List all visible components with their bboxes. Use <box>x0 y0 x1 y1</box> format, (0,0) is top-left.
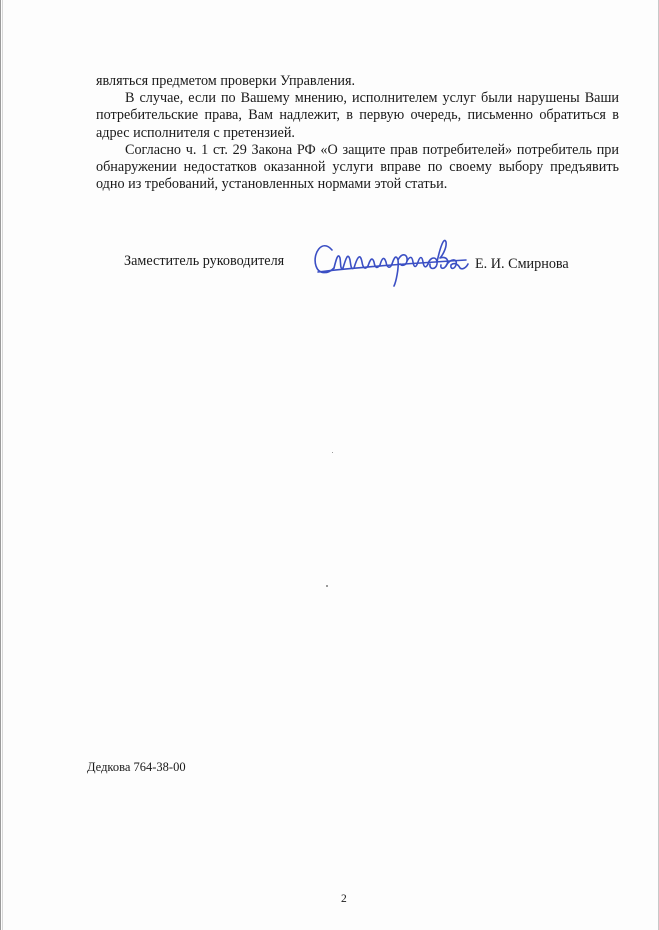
signature-stroke-c <box>315 246 334 273</box>
scan-speck <box>332 452 333 453</box>
executor-contact: Дедкова 764-38-00 <box>87 760 186 774</box>
page-left-edge <box>0 0 1 930</box>
signature-stroke-r <box>392 255 407 286</box>
scan-speck <box>326 585 328 587</box>
signatory-name: Е. И. Смирнова <box>475 256 569 272</box>
signatory-position: Заместитель руководителя <box>124 253 285 269</box>
paragraph-law-reference: Согласно ч. 1 ст. 29 Закона РФ «О защите прав потребителей» потребитель при обнаружении недостатков оказанной услуги вправе по своему выбору предъявить одно из требований, установленных нормами этой статьи. <box>96 141 619 193</box>
signature-stroke-o <box>428 258 437 269</box>
paragraph-continuation: являться предметом проверки Управления. <box>96 73 356 89</box>
signature-stroke-v <box>437 240 448 268</box>
page-number: 2 <box>341 893 347 905</box>
handwritten-signature <box>310 228 470 288</box>
letter-body <box>96 73 619 193</box>
paragraph-claim-advice: В случае, если по Вашему мнению, исполнителем услуг были нарушены Ваши потребительские права, Вам надлежит, в первую очередь, письменно обратиться в адрес исполнителя с претензией. <box>96 90 619 141</box>
page-left-shadow <box>2 0 3 930</box>
